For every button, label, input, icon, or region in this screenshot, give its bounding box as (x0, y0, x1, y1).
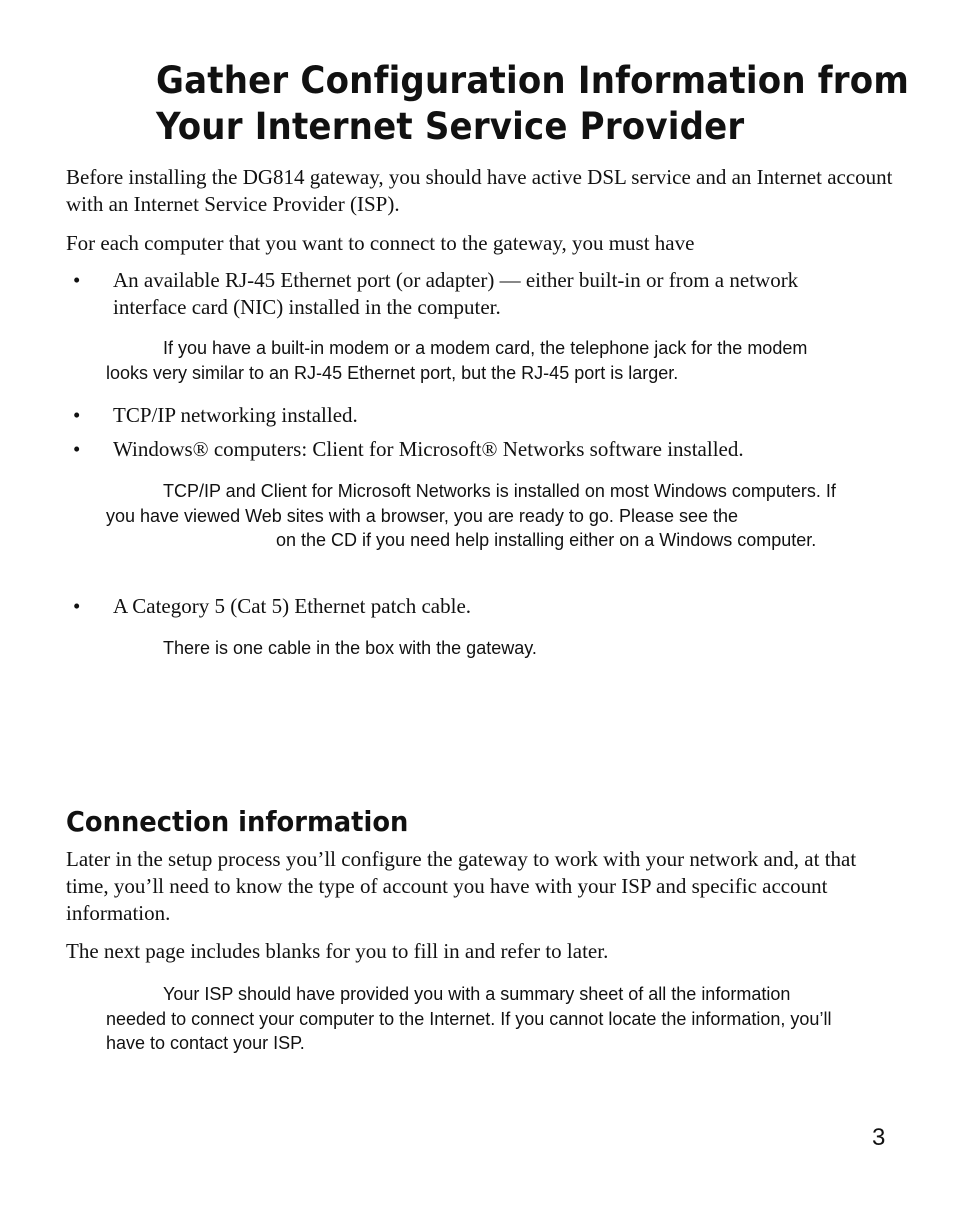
bullet-item-tcpip: TCP/IP networking installed. (113, 403, 358, 427)
note-tcpip-text-after: on the CD if you need help installing either on a Windows computer. (276, 530, 817, 550)
bullet-marker: • (73, 403, 81, 427)
page-number: 3 (872, 1124, 886, 1151)
page-title-line-2: Your Internet Service Provider (156, 105, 745, 148)
section-heading: Connection information (66, 805, 409, 838)
page-title-line-1: Gather Configuration Information from (156, 59, 909, 102)
note-tcpip-text-before: TCP/IP and Client for Microsoft Networks is installed on most Windows computers. If you have viewed Web sites with a browser, you are ready to go. Please see the (106, 481, 836, 526)
intro-paragraph-2: For each computer that you want to connect to the gateway, you must have (66, 231, 695, 255)
intro-paragraph-1: Before installing the DG814 gateway, you should have active DSL service and an Internet account with an Internet Service Provider (ISP). (66, 165, 893, 216)
page-title (156, 58, 909, 150)
note-modem (106, 336, 836, 385)
bullet-marker: • (73, 594, 81, 618)
section-paragraph-2: The next page includes blanks for you to fill in and refer to later. (66, 939, 609, 963)
note-modem-text: If you have a built-in modem or a modem card, the telephone jack for the modem looks very similar to an RJ-45 Ethernet port, but the RJ-45 port is larger. (106, 338, 808, 383)
note-isp-summary (106, 982, 836, 1056)
bullet-item-ethernet-port: An available RJ-45 Ethernet port (or adapter) — either built-in or from a network interface card (NIC) installed in the computer. (113, 268, 799, 319)
note-cable: There is one cable in the box with the gateway. (163, 638, 537, 658)
section-paragraph-1: Later in the setup process you’ll configure the gateway to work with your network and, at that time, you’ll need to know the type of account you have with your ISP and specific account information. (66, 847, 857, 925)
note-tcpip (106, 479, 856, 553)
bullet-marker: • (73, 437, 81, 461)
bullet-item-cat5-cable: A Category 5 (Cat 5) Ethernet patch cable. (113, 594, 472, 618)
bullet-item-windows-client: Windows® computers: Client for Microsoft® Networks software installed. (113, 437, 744, 461)
bullet-marker: • (73, 268, 81, 292)
note-isp-summary-text: Your ISP should have provided you with a summary sheet of all the information needed to connect your computer to the Internet. If you cannot locate the information, you’ll have to contact your ISP. (106, 984, 832, 1053)
